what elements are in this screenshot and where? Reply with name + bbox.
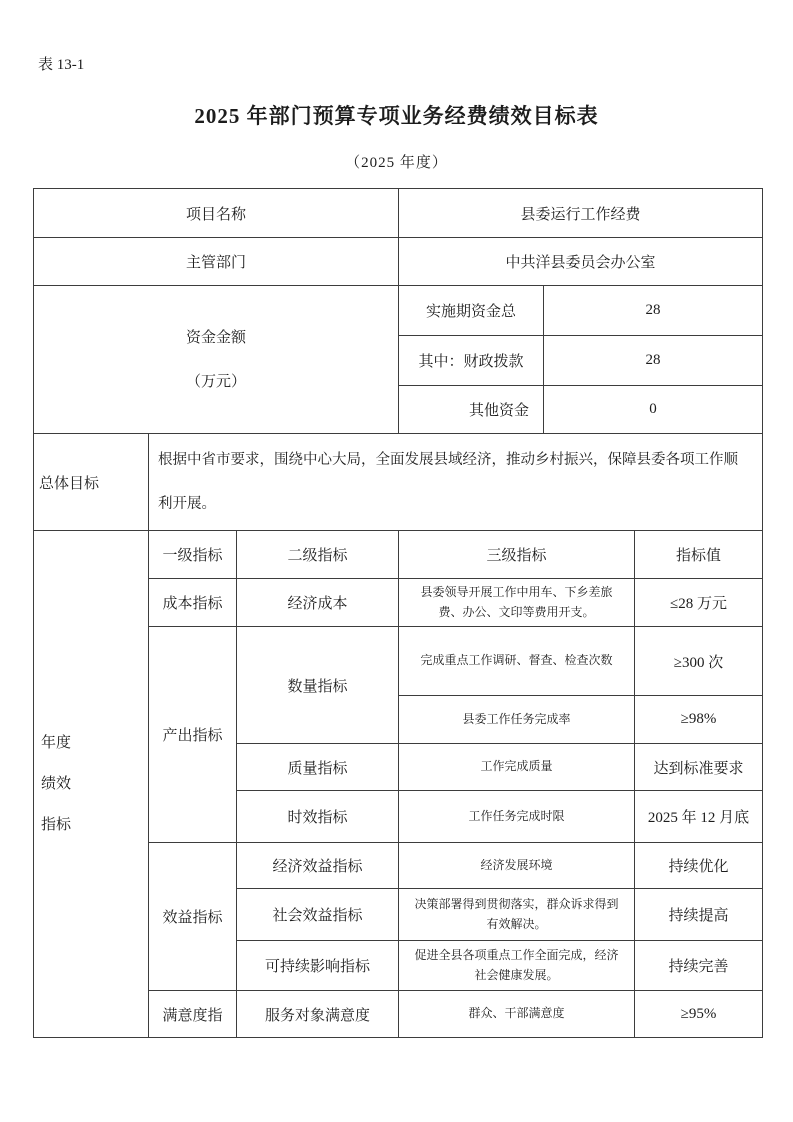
- level3-cell: 工作完成质量: [399, 744, 635, 791]
- level3-cell: 群众、干部满意度: [399, 991, 635, 1038]
- department-row: [34, 238, 763, 286]
- target-value-cell: ≥95%: [635, 991, 763, 1038]
- header-level3: 三级指标: [399, 531, 635, 579]
- target-value-cell: 达到标准要求: [635, 744, 763, 791]
- overall-goal-text: 根据中省市要求，围绕中心大局，全面发展县域经济，推动乡村振兴，保障县委各项工作顺利开展。: [149, 434, 763, 531]
- department-label: 主管部门: [34, 238, 399, 286]
- fund-total-row: [34, 286, 763, 336]
- side-label-line3: 指标: [41, 816, 72, 833]
- target-value-cell: 持续提高: [635, 889, 763, 941]
- level1-cell: 产出指标: [149, 627, 237, 843]
- fund-other-value: 0: [544, 386, 763, 434]
- annual-performance-side-label: [34, 531, 149, 1038]
- fund-amount-label-line2: （万元）: [185, 373, 246, 390]
- fund-total-value: 28: [544, 286, 763, 336]
- level3-cell: 县委工作任务完成率: [399, 696, 635, 744]
- level3-cell: 决策部署得到贯彻落实，群众诉求得到有效解决。: [399, 889, 635, 941]
- level1-cell: 满意度指: [149, 991, 237, 1038]
- level2-cell: 社会效益指标: [237, 889, 399, 941]
- department-value: 中共洋县委员会办公室: [399, 238, 763, 286]
- target-value-cell: 持续优化: [635, 843, 763, 889]
- page-title: 2025 年部门预算专项业务经费绩效目标表: [194, 104, 599, 128]
- indicator-header-row: [34, 531, 763, 579]
- level3-cell: 经济发展环境: [399, 843, 635, 889]
- header-level2: 二级指标: [237, 531, 399, 579]
- level1-cell: 成本指标: [149, 579, 237, 627]
- fund-amount-label: [34, 286, 399, 434]
- fund-amount-label-line1: 资金金额: [185, 329, 246, 346]
- fund-total-label: 实施期资金总: [399, 286, 544, 336]
- level2-cell: 质量指标: [237, 744, 399, 791]
- header-target-value: 指标值: [635, 531, 763, 579]
- fund-fiscal-label: 其中：财政拨款: [399, 336, 544, 386]
- target-value-cell: ≥98%: [635, 696, 763, 744]
- overall-goal-row: [34, 434, 763, 531]
- level2-cell: 经济成本: [237, 579, 399, 627]
- target-value-cell: 持续完善: [635, 941, 763, 991]
- target-value-cell: ≥300 次: [635, 627, 763, 696]
- project-name-value: 县委运行工作经费: [399, 189, 763, 238]
- side-label-line1: 年度: [41, 734, 72, 751]
- performance-target-table: [33, 188, 763, 1038]
- target-value-cell: 2025 年 12 月底: [635, 791, 763, 843]
- level1-cell: 效益指标: [149, 843, 237, 991]
- side-label-line2: 绩效: [41, 775, 72, 792]
- table-number-label: 表 13-1: [38, 57, 85, 73]
- level3-cell: 完成重点工作调研、督查、检查次数: [399, 627, 635, 696]
- target-value-cell: ≤28 万元: [635, 579, 763, 627]
- project-name-row: [34, 189, 763, 238]
- level2-cell: 数量指标: [237, 627, 399, 744]
- level2-cell: 时效指标: [237, 791, 399, 843]
- level2-cell: 经济效益指标: [237, 843, 399, 889]
- level2-cell: 服务对象满意度: [237, 991, 399, 1038]
- level3-cell: 促进全县各项重点工作全面完成，经济社会健康发展。: [399, 941, 635, 991]
- header-level1: 一级指标: [149, 531, 237, 579]
- level3-cell: 工作任务完成时限: [399, 791, 635, 843]
- level2-cell: 可持续影响指标: [237, 941, 399, 991]
- fund-fiscal-value: 28: [544, 336, 763, 386]
- fund-other-label: 其他资金: [399, 386, 544, 434]
- page-subtitle: （2025 年度）: [345, 155, 448, 171]
- level3-cell: 县委领导开展工作中用车、下乡差旅费、办公、文印等费用开支。: [399, 579, 635, 627]
- project-name-label: 项目名称: [34, 189, 399, 238]
- overall-goal-label: 总体目标: [34, 434, 149, 531]
